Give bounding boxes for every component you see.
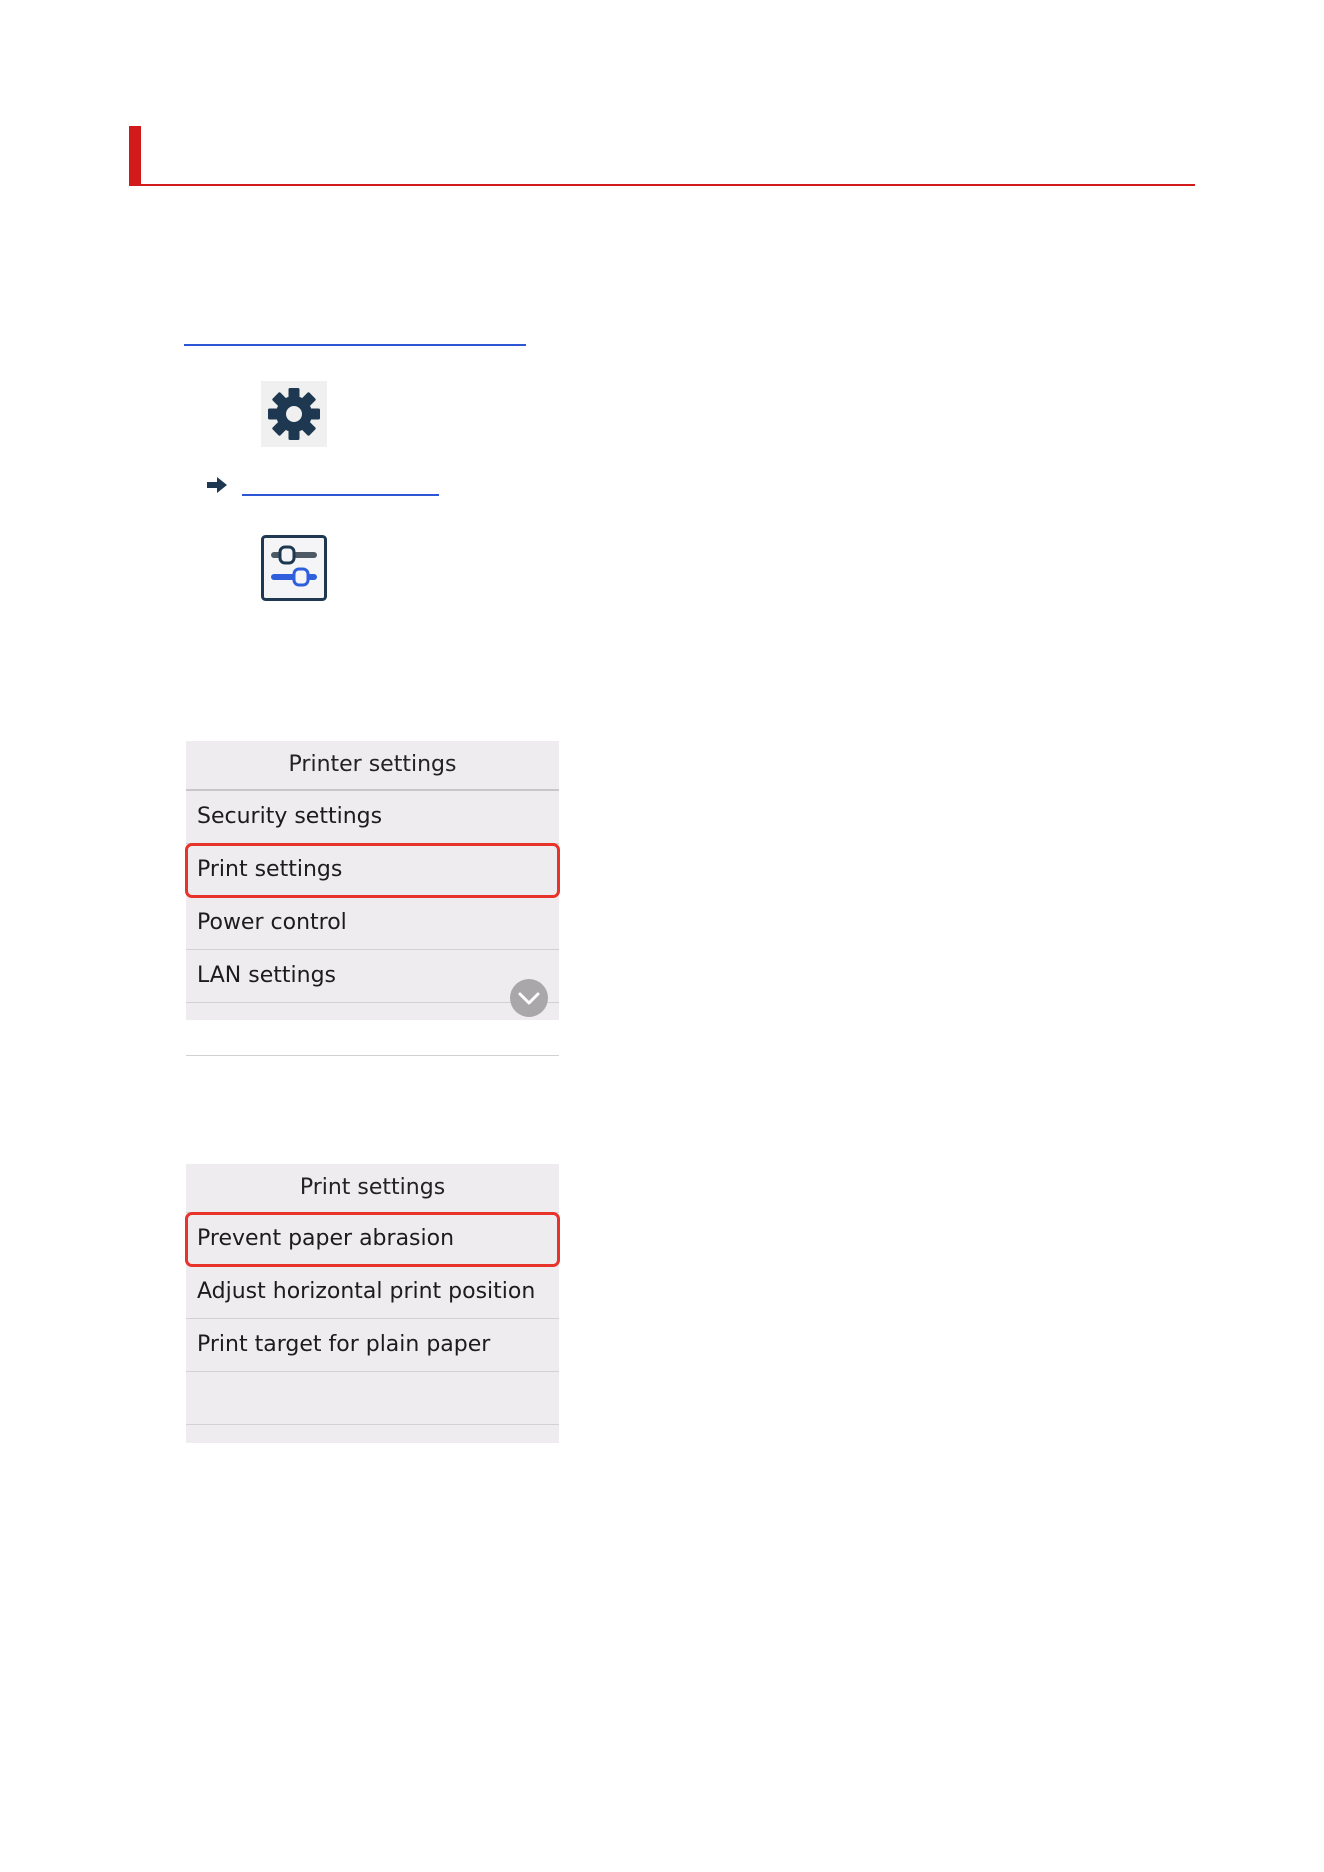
setup-gear-icon [261,381,327,447]
gear-icon [261,381,327,447]
menu-item-print-settings[interactable]: Print settings [186,844,559,897]
heading-rule [129,184,1195,186]
screen-title: Printer settings [186,741,559,791]
menu-item-adjust-horizontal-print-position[interactable]: Adjust horizontal print position [186,1266,559,1319]
menu-item-lan-settings[interactable]: LAN settings [186,950,559,1003]
printer-settings-screen [186,741,559,1020]
right-arrow-icon [206,476,230,494]
menu-item-security-settings[interactable]: Security settings [186,791,559,844]
section-heading [129,126,1195,186]
device-settings-icon [261,535,327,601]
reference-link[interactable] [242,478,439,496]
scroll-down-button[interactable] [510,979,548,1017]
menu-item-empty [186,1003,559,1056]
menu-item-prevent-paper-abrasion[interactable]: Prevent paper abrasion [186,1213,559,1266]
chevron-down-icon [510,979,548,1017]
menu-item-print-target-plain-paper[interactable]: Print target for plain paper [186,1319,559,1372]
screen-title: Print settings [186,1164,559,1213]
print-settings-screen [186,1164,559,1443]
menu-item-empty [186,1372,559,1425]
heading-accent-bar [129,126,141,186]
home-screen-link[interactable] [184,328,526,346]
menu-item-power-control[interactable]: Power control [186,897,559,950]
slider-settings-icon [261,535,327,601]
